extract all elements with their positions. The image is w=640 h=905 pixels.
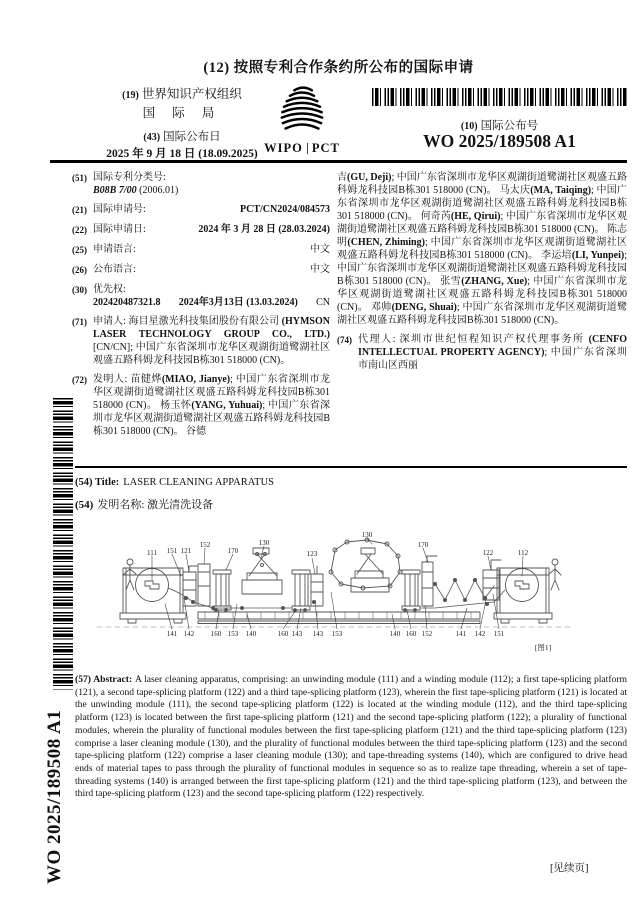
field-filing-language [72, 243, 330, 257]
field-code: (25) [72, 245, 87, 255]
roller-cluster-1 [213, 570, 231, 611]
field-code: (26) [72, 265, 87, 275]
ref-label: 151 [166, 547, 178, 555]
treaty-publication-line: (12) 按照专利合作条约所公布的国际申请 [203, 60, 474, 76]
field-agent [337, 333, 627, 372]
wipo-globe-icon [269, 86, 335, 134]
operator-right-figure [549, 559, 561, 590]
field-code: (72) [72, 375, 87, 385]
wipo-logo [264, 86, 340, 156]
publication-language-label: 公布语言: [93, 264, 136, 275]
org-name-line [90, 84, 274, 102]
field-body [93, 223, 330, 237]
ipc-label: 国际专利分类号: [93, 172, 166, 183]
field-body [93, 243, 330, 257]
laser-module-b-drawing [329, 538, 402, 592]
ref-label: 141 [166, 630, 178, 638]
filing-language-label: 申请语言: [93, 244, 136, 255]
base-rail-drawing [198, 612, 480, 624]
pub-date-label-line [90, 128, 274, 144]
ref-label: 151 [493, 630, 505, 638]
bib-column-right [337, 171, 627, 378]
ref-label: 112 [517, 549, 529, 557]
field-code: (22) [72, 225, 87, 235]
title-chinese-line [75, 496, 627, 512]
barcode-top [372, 88, 627, 106]
reference-leader-lines [152, 538, 523, 629]
ref-label: 140 [389, 630, 401, 638]
field-application-number [72, 203, 330, 217]
filing-date-label: 国际申请日: [93, 224, 146, 235]
field-code-19: (19) [122, 90, 139, 101]
operator-left-figure [123, 559, 136, 590]
title-zh-code: (54) [75, 499, 94, 511]
ref-label: 170 [417, 541, 429, 549]
priority-country: CN [316, 297, 330, 308]
ref-label: 143 [291, 630, 303, 638]
priority-label: 优先权: [93, 284, 126, 295]
filing-language-value: 中文 [310, 244, 330, 255]
field-code-10: (10) [460, 121, 478, 132]
logo-wipo-text: WIPO [264, 141, 303, 155]
priority-number: 202420487321.8 [93, 297, 161, 308]
priority-date: 2024年3月13日 (13.03.2024) [178, 297, 298, 308]
ref-label: 123 [306, 550, 318, 558]
field-body [93, 171, 330, 197]
ref-label: 160 [210, 630, 222, 638]
bib-column-left [72, 171, 330, 444]
field-code: (71) [72, 317, 87, 327]
roller-cluster-3 [402, 570, 420, 611]
wipo-pct-wordmark [264, 141, 340, 156]
title-en-value: LASER CLEANING APPARATUS [123, 477, 274, 488]
ref-label: 142 [183, 630, 195, 638]
figure-caption: [图1] [534, 643, 552, 652]
ref-label: 130 [361, 531, 373, 539]
field-filing-date [72, 223, 330, 237]
app-number-label: 国际申请号: [93, 204, 146, 215]
ref-label: 160 [405, 630, 417, 638]
ref-label: 130 [258, 539, 270, 547]
filing-date-value: 2024 年 3 月 28 日 (28.03.2024) [198, 224, 330, 235]
logo-pct-text: PCT [311, 141, 340, 155]
publication-number: WO 2025/189508 A1 [423, 131, 576, 151]
ref-label: 153 [331, 630, 343, 638]
title-english-line [75, 477, 627, 488]
ref-label: 170 [227, 547, 239, 555]
barcode-side [53, 398, 73, 690]
title-en-label: (54) Title: [75, 477, 120, 488]
field-code: (30) [72, 285, 87, 295]
side-publication-number: WO 2025/189508 A1 [44, 709, 65, 884]
field-code: (51) [72, 173, 87, 183]
inventors-continuation-paragraph: 吉(GU, Deji); 中国广东省深圳市龙华区观湖街道鹭湖社区观盛五路科姆龙科技园B栋301 518000 (CN)。 马太庆(MA, Taiqing); 中国广东省深圳市龙华区观湖街道鹭湖社区观盛五路科姆龙科技园B栋301 518000 (CN)。 何奇芮(HE, Qirui); 中国广东省深圳市龙华区观湖街道鹭湖社区观盛五路科姆龙科技园B栋301 518000 (CN)。 陈志明(CHEN, Zhiming); 中国广东省深圳市龙华区观湖街道鹭湖社区观盛五路科姆龙科技园B栋301 518000 (CN)。 李运培(LI, Yunpei); 中国广东省深圳市龙华区观湖街道鹭湖社区观盛五路科姆龙科技园B栋301 518000 (CN)。 张雪(ZHANG, Xue); 中国广东省深圳市龙华区观湖街道鹭湖社区观盛五路科姆龙科技园B栋301 518000 (CN)。 邓帅(DENG, Shuai); 中国广东省深圳市龙华区观湖街道鹭湖社区观盛五路科姆龙科技园B栋301 518000 (CN)。 [337, 172, 628, 326]
third-splicing-platform-drawing [311, 566, 323, 606]
field-code-43: (43) [143, 132, 161, 143]
org-bureau: 国 际 局 [142, 106, 222, 120]
ipc-version: (2006.01) [139, 185, 179, 196]
field-ipc [72, 171, 330, 197]
pub-date-label: 国际公布日 [163, 131, 221, 143]
field-code: (74) [337, 335, 352, 345]
app-number-value: PCT/CN2024/084573 [240, 204, 330, 215]
field-body [93, 203, 330, 217]
applicant-paragraph: 申请人: 海目星激光科技集团股份有限公司 (HYMSON LASER TECHNOLOGY GROUP CO., LTD.) [CN/CN]; 中国广东省深圳市龙华区观湖街道鹭湖社区观盛五路科姆龙科技园B栋301 518000 (CN)。 [93, 316, 330, 366]
title-divider-rule [75, 466, 627, 468]
ref-label: 140 [245, 630, 257, 638]
field-publication-language [72, 263, 330, 277]
title-zh-value: 发明名称: 激光清洗设备 [97, 499, 214, 511]
machine-line-drawing [95, 528, 575, 668]
ipc-class: B08B 7/00 [93, 185, 137, 196]
pub-number-label: 国际公布号 [480, 120, 539, 132]
header-divider-rule [50, 160, 627, 163]
field-body [93, 283, 330, 309]
ref-label: 122 [482, 549, 494, 557]
field-code: (21) [72, 205, 87, 215]
org-name: 世界知识产权组织 [141, 87, 242, 101]
agent-paragraph: 代理人: 深圳市世纪恒程知识产权代理事务所 (CENFO INTELLECTUAL PROPERTY AGENCY); 中国广东省深圳市南山区西丽 [358, 334, 628, 371]
functional-column-drawing [422, 556, 437, 606]
inventors-paragraph: 发明人: 苗健烨(MIAO, Jianye); 中国广东省深圳市龙华区观湖街道鹭湖社区观盛五路科姆龙科技园B栋301 518000 (CN)。 杨玉怀(YANG, Yuhuai); 中国广东省深圳市龙华区观湖街道鹭湖社区观盛五路科姆龙科技园B栋301 518000 (CN)。 谷德 [93, 374, 330, 437]
ref-label: 160 [277, 630, 289, 638]
ref-label: 143 [312, 630, 324, 638]
publication-language-value: 中文 [310, 264, 330, 275]
reference-numerals [147, 531, 551, 652]
ref-label: 121 [180, 547, 192, 555]
ref-label: 141 [455, 630, 467, 638]
roller-cluster-2 [292, 570, 310, 611]
continuation-note: [见续页] [550, 863, 589, 874]
ref-label: 152 [421, 630, 433, 638]
field-priority [72, 283, 330, 309]
figure-1-drawing [95, 528, 575, 668]
wipo-org-block [90, 84, 274, 161]
winding-module-drawing [494, 568, 552, 623]
ref-label: 142 [474, 630, 486, 638]
field-inventors [72, 373, 330, 438]
pub-date-value: 2025 年 9 月 18 日 (18.09.2025) [106, 148, 258, 160]
ref-label: 152 [199, 541, 211, 549]
first-splicing-platform-drawing [183, 564, 210, 606]
logo-divider [307, 143, 308, 154]
ref-label: 153 [227, 630, 239, 638]
abstract-paragraph: (57) Abstract: A laser cleaning apparatus, comprising: an unwinding module (111) and a winding module (112); a first tape-splicing platform (121), a second tape-splicing platform (122) and a third tape-splicing platform (123), wherein the first tape-splicing platform (121) is located at the unwinding module (111), the second tape-splicing platform (122) is located at the winding module (112), and the third tape-splicing platform (123) is located between the first tape-splicing platform (121) and the second tape-splicing platform (122); a plurality of functional modules, wherein the plurality of functional modules between the first tape-splicing platform (121) and the third tape-splicing platform (123) comprise a laser cleaning module (130), and the plurality of functional modules between the third tape-splicing platform (123) and the second tape-splicing platform (122) comprise a laser cleaning module (130); and tape-threading systems (140), which are configured to drive head ends of material tapes to pass through the plurality of functional modules in sequence so as to realize tape threading, wherein a set of tape-threading systems (140) is arranged between the first tape-splicing platform (121) and the third tape-splicing platform (123), and between the third tape-splicing platform (123) and the second tape-splicing platform (122) respectively. [75, 674, 627, 800]
field-body [93, 263, 330, 277]
field-applicant [72, 315, 330, 367]
ref-label: 111 [147, 549, 157, 557]
priority-data-line [93, 296, 330, 309]
